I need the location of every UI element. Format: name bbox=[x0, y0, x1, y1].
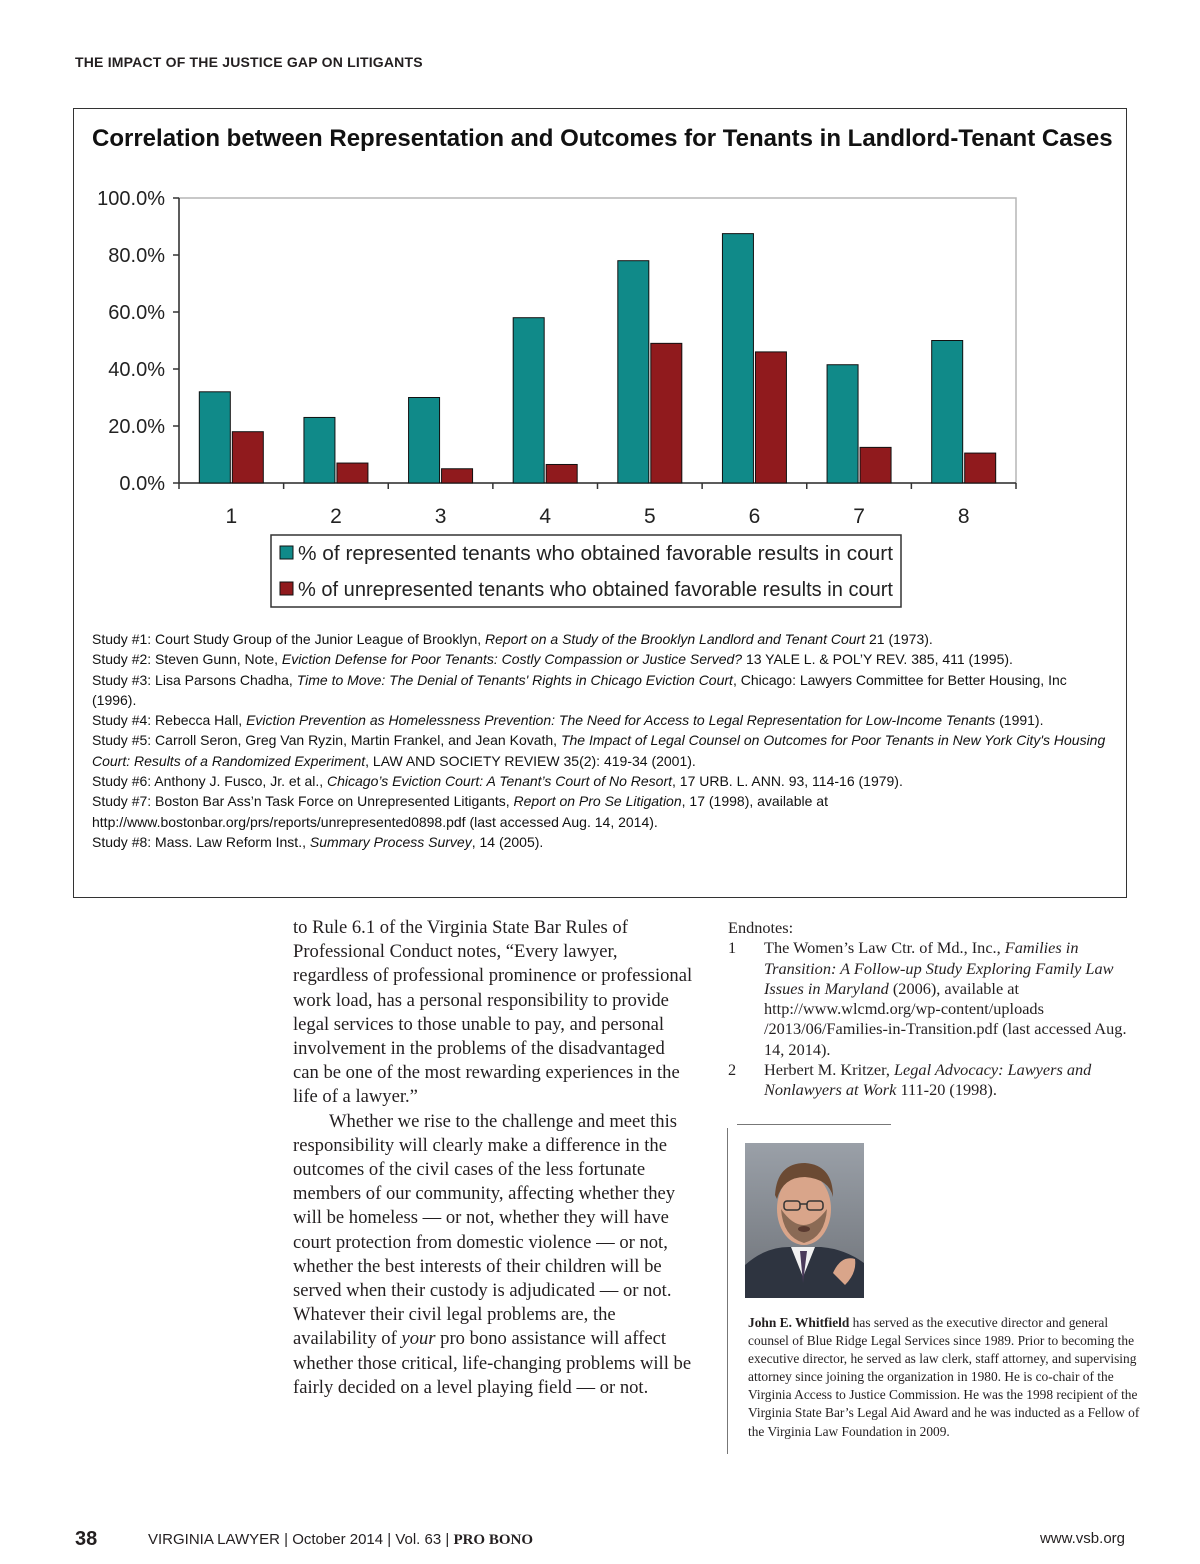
running-head: THE IMPACT OF THE JUSTICE GAP ON LITIGANTS bbox=[75, 54, 423, 70]
author-bio: John E. Whitfield has served as the executive director and general counsel of Blue Ridge Legal Services since 1989. Prior to becoming the executive director, he served as law clerk, staff attorney, and supervising attorney since joining the organization in 1980. He is co-chair of the Virginia Access to Justice Commission. He was the 1998 recipient of the Virginia State Bar’s Legal Aid Award and he was inducted as a Fellow of the Virginia Law Foundation in 2009. bbox=[748, 1315, 1140, 1439]
legend-swatch-unrepresented bbox=[280, 582, 293, 595]
bar-represented bbox=[199, 392, 230, 483]
bar-unrepresented bbox=[755, 352, 786, 483]
divider bbox=[737, 1124, 891, 1125]
main-column bbox=[293, 916, 693, 1400]
study-citation: Study #8: Mass. Law Reform Inst., Summary Process Survey, 14 (2005). bbox=[92, 833, 544, 850]
divider bbox=[727, 1128, 728, 1454]
paragraph: Whether we rise to the challenge and meet this responsibility will clearly make a difference in the outcomes of the civil cases of the less fortunate members of our community, affecting whether they will be homeless — or not, whether they will have court protection from domestic violence — or not, whether the best interests of their children will be served when their custody is adjudicated — or not. Whatever their civil legal problems are, the availability of your pro bono assistance will affect whether those critical, life-changing problems will be fairly decided on a level playing field — or not. bbox=[293, 1110, 692, 1398]
x-tick-label: 7 bbox=[853, 505, 865, 528]
endnotes-heading: Endnotes: bbox=[728, 918, 794, 937]
study-list bbox=[92, 629, 1112, 852]
legend-label: % of unrepresented tenants who obtained favorable results in court bbox=[298, 579, 894, 601]
bar-represented bbox=[409, 398, 440, 484]
page-number: 38 bbox=[75, 1528, 98, 1550]
study-citation: Study #7: Boston Bar Ass’n Task Force on Unrepresented Litigants, Report on Pro Se Litigation, 17 (1998), available at http://www.bostonbar.org/prs/reports/unrepresented0898.pdf (last accessed Aug. 14, 2014). bbox=[92, 793, 828, 830]
bar-represented bbox=[932, 341, 963, 484]
endnotes bbox=[728, 918, 1128, 1101]
study-citation: Study #3: Lisa Parsons Chadha, Time to Move: The Denial of Tenants' Rights in Chicago Eviction Court, Chicago: Lawyers Committee for Better Housing, Inc (1996). bbox=[92, 671, 1067, 708]
x-tick-label: 5 bbox=[643, 505, 656, 528]
endnote: 2 Herbert M. Kritzer, Legal Advocacy: Lawyers and Nonlawyers at Work 111-20 (1998). bbox=[728, 1060, 1092, 1100]
x-tick-label: 8 bbox=[957, 505, 970, 528]
bar-represented bbox=[513, 318, 544, 483]
x-tick-label: 1 bbox=[225, 505, 238, 528]
y-tick-label: 0.0% bbox=[119, 473, 165, 495]
paragraph: to Rule 6.1 of the Virginia State Bar Rules of Professional Conduct notes, “Every lawyer, regardless of professional prominence or professional work load, has a personal responsibility to provide legal services to those unable to pay, and personal involvement in the problems of the disadvantaged can be one of the most rewarding experiences in the life of a lawyer.” bbox=[293, 917, 693, 1108]
bar-unrepresented bbox=[651, 343, 682, 483]
publication-info: VIRGINIA LAWYER | October 2014 | Vol. 63 | PRO BONO bbox=[148, 1531, 534, 1548]
y-tick-label: 100.0% bbox=[97, 188, 165, 210]
bar-unrepresented bbox=[965, 453, 996, 483]
y-tick-label: 40.0% bbox=[108, 359, 165, 381]
study-citation: Study #2: Steven Gunn, Note, Eviction Defense for Poor Tenants: Costly Compassion or Justice Served? 13 YALE L. & POL’Y REV. 385, 411 (1995). bbox=[92, 651, 1013, 668]
website-link[interactable]: www.vsb.org bbox=[1039, 1530, 1125, 1547]
bar-unrepresented bbox=[337, 463, 368, 483]
endnote: 1 The Women’s Law Ctr. of Md., Inc., Families in Transition: A Follow-up Study Exploring Family Law Issues in Maryland (2006), available at http://www.wlcmd.org/wp-content/uploads /2013/06/Families-in-Transition.pdf (last accessed Aug. 14, 2014). bbox=[728, 938, 1127, 1059]
endnote-number: 1 bbox=[728, 938, 737, 958]
bar-unrepresented bbox=[860, 447, 891, 483]
y-tick-label: 80.0% bbox=[108, 245, 165, 267]
author-name: John E. Whitfield bbox=[748, 1315, 850, 1330]
study-citation: Study #4: Rebecca Hall, Eviction Prevention as Homelessness Prevention: The Need for Access to Legal Representation for Low-Income Tenants (1991). bbox=[92, 712, 1044, 729]
legend-swatch-represented bbox=[280, 546, 293, 559]
x-tick-label: 2 bbox=[330, 505, 342, 528]
bar-represented bbox=[618, 261, 649, 483]
figure-box bbox=[73, 108, 1127, 898]
x-tick-label: 3 bbox=[434, 505, 447, 528]
bar-unrepresented bbox=[232, 432, 263, 483]
page-footer bbox=[75, 1528, 1125, 1554]
x-tick-label: 4 bbox=[539, 505, 552, 528]
study-citation: Study #1: Court Study Group of the Junior League of Brooklyn, Report on a Study of the Brooklyn Landlord and Tenant Court 21 (1973). bbox=[92, 631, 933, 647]
y-tick-label: 60.0% bbox=[108, 302, 165, 324]
y-tick-label: 20.0% bbox=[108, 416, 165, 438]
figure-title: Correlation between Representation and Outcomes for Tenants in Landlord-Tenant Cases bbox=[92, 125, 1113, 152]
study-citation: Study #5: Carroll Seron, Greg Van Ryzin, Martin Frankel, and Jean Kovath, The Impact of Legal Counsel on Outcomes for Poor Tenants in New York City's Housing Court: Results of a Randomized Experiment, LAW AND SOCIETY REVIEW 35(2): 419-34 (2001). bbox=[92, 732, 1106, 769]
x-tick-label: 6 bbox=[748, 505, 761, 528]
author-photo bbox=[745, 1143, 864, 1298]
bar-represented bbox=[827, 365, 858, 483]
bar-represented bbox=[722, 234, 753, 483]
bar-unrepresented bbox=[442, 469, 473, 483]
bar-represented bbox=[304, 417, 335, 483]
study-citation: Study #6: Anthony J. Fusco, Jr. et al., Chicago’s Eviction Court: A Tenant’s Court of No Resort, 17 URB. L. ANN. 93, 114-16 (1979). bbox=[92, 773, 903, 790]
bar-unrepresented bbox=[546, 464, 577, 483]
legend-label: % of represented tenants who obtained favorable results in court bbox=[298, 543, 894, 565]
endnote-number: 2 bbox=[728, 1060, 737, 1080]
bar-chart bbox=[74, 109, 1126, 621]
